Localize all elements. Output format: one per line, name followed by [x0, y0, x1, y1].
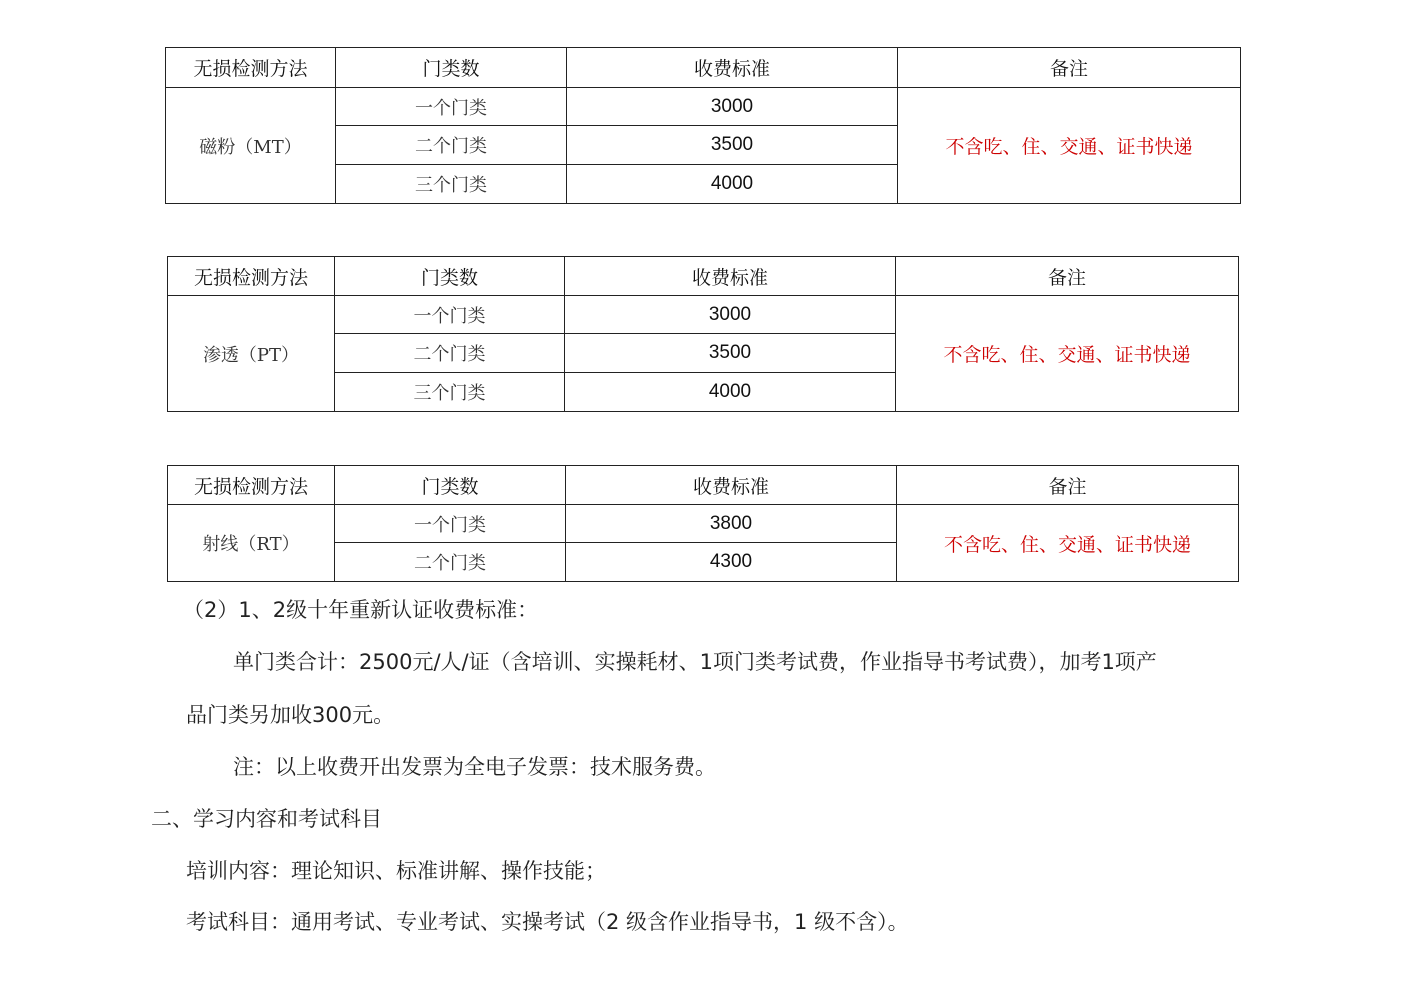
- header-method: 无损检测方法: [166, 48, 336, 88]
- table-row: [168, 296, 1239, 334]
- fee-cell: 3500: [567, 126, 898, 165]
- header-method: 无损检测方法: [168, 466, 335, 505]
- recert-detail-line2: 品门类另加收300元。: [186, 703, 395, 727]
- header-categories: 门类数: [335, 257, 565, 296]
- header-fee: 收费标准: [566, 466, 897, 505]
- category-cell: 三个门类: [336, 165, 567, 204]
- remark-cell: 不含吃、住、交通、证书快递: [896, 296, 1239, 412]
- fee-cell: 3000: [565, 296, 896, 334]
- fee-cell: 3500: [565, 334, 896, 373]
- table-row: [166, 88, 1241, 126]
- fee-cell: 4000: [565, 373, 896, 412]
- method-cell: 射线（RT）: [168, 505, 335, 582]
- section2-heading: 二、学习内容和考试科目: [151, 807, 382, 831]
- remark-cell: 不含吃、住、交通、证书快递: [898, 88, 1241, 204]
- fee-cell: 4300: [566, 543, 897, 582]
- category-cell: 二个门类: [335, 543, 566, 582]
- category-cell: 三个门类: [335, 373, 565, 412]
- header-remark: 备注: [897, 466, 1239, 505]
- category-cell: 一个门类: [335, 505, 566, 543]
- remark-cell: 不含吃、住、交通、证书快递: [897, 505, 1239, 582]
- recert-detail-line1: 单门类合计：2500元/人/证（含培训、实操耗材、1项门类考试费，作业指导书考试费），加考1项产: [233, 650, 1157, 674]
- header-remark: 备注: [898, 48, 1241, 88]
- fee-table-mt: [165, 47, 1241, 204]
- header-method: 无损检测方法: [168, 257, 335, 296]
- fee-cell: 3000: [567, 88, 898, 126]
- method-cell: 渗透（PT）: [168, 296, 335, 412]
- category-cell: 二个门类: [335, 334, 565, 373]
- method-cell: 磁粉（MT）: [166, 88, 336, 204]
- recert-heading: （2）1、2级十年重新认证收费标准：: [183, 598, 539, 622]
- header-fee: 收费标准: [567, 48, 898, 88]
- category-cell: 一个门类: [335, 296, 565, 334]
- training-content: 培训内容：理论知识、标准讲解、操作技能；: [186, 859, 606, 883]
- fee-cell: 3800: [566, 505, 897, 543]
- category-cell: 一个门类: [336, 88, 567, 126]
- table-header-row: [166, 48, 1241, 88]
- header-remark: 备注: [896, 257, 1239, 296]
- header-fee: 收费标准: [565, 257, 896, 296]
- fee-cell: 4000: [567, 165, 898, 204]
- fee-table-rt: [167, 465, 1239, 582]
- fee-table-pt: [167, 256, 1239, 412]
- exam-subjects: 考试科目：通用考试、专业考试、实操考试（2 级含作业指导书，1 级不含）。: [186, 910, 909, 934]
- invoice-note: 注：以上收费开出发票为全电子发票：技术服务费。: [233, 755, 716, 779]
- header-categories: 门类数: [335, 466, 566, 505]
- header-categories: 门类数: [336, 48, 567, 88]
- table-header-row: [168, 257, 1239, 296]
- table-row: [168, 505, 1239, 543]
- table-header-row: [168, 466, 1239, 505]
- category-cell: 二个门类: [336, 126, 567, 165]
